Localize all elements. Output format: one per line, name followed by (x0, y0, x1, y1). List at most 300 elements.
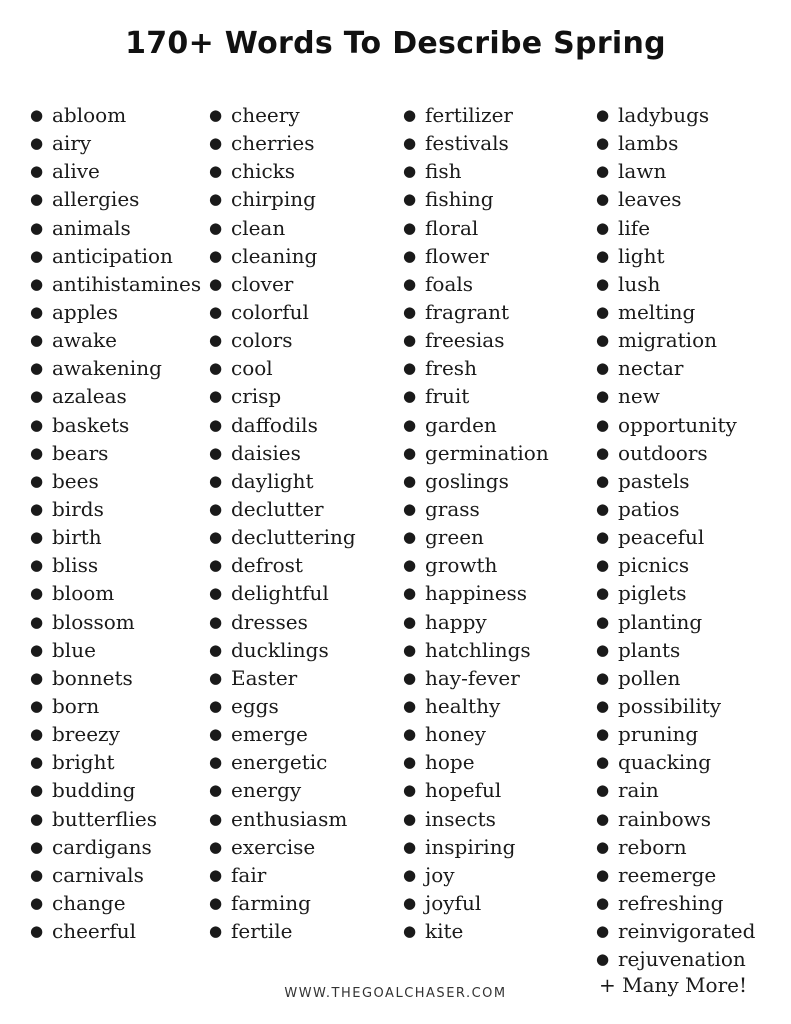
word-item (596, 439, 755, 467)
word-item (209, 889, 356, 917)
word-text: abloom (52, 103, 127, 127)
word-text: cool (231, 356, 273, 381)
word-text: quacking (618, 750, 712, 775)
word-text: fragrant (425, 299, 510, 324)
word-text: bliss (52, 553, 99, 578)
word-text: baskets (52, 412, 130, 437)
word-text: hay-fever (425, 665, 520, 690)
bullet-icon: ● (596, 668, 610, 687)
word-text: life (618, 215, 651, 240)
bullet-icon: ● (30, 443, 44, 462)
word-text: plants (618, 637, 681, 662)
bullet-icon: ● (30, 218, 44, 237)
word-text: azaleas (52, 384, 127, 409)
word-text: hopeful (425, 778, 502, 803)
bullet-icon: ● (596, 809, 610, 828)
word-text: opportunity (618, 412, 737, 437)
bullet-icon: ● (403, 668, 417, 687)
word-text: cleaning (231, 243, 318, 268)
word-text: enthusiasm (231, 806, 348, 831)
word-item (403, 748, 549, 776)
word-text: nectar (618, 356, 684, 381)
bullet-icon: ● (596, 950, 610, 969)
bullet-icon: ● (403, 640, 417, 659)
word-text: chirping (231, 187, 316, 212)
word-text: awake (52, 328, 117, 353)
word-item (596, 185, 755, 213)
word-text: ladybugs (618, 103, 710, 127)
word-text: antihistamines (52, 271, 202, 296)
word-item (30, 214, 201, 242)
word-text: healthy (425, 693, 501, 718)
word-text: declutter (231, 496, 324, 521)
word-text: budding (52, 778, 136, 803)
bullet-icon: ● (30, 668, 44, 687)
bullet-icon: ● (596, 753, 610, 772)
word-item (30, 467, 201, 495)
word-text: bonnets (52, 665, 133, 690)
word-text: germination (425, 440, 549, 465)
word-text: butterflies (52, 806, 157, 831)
word-item (596, 861, 755, 889)
word-text: alive (52, 159, 100, 184)
word-text: exercise (231, 834, 316, 859)
bullet-icon: ● (30, 865, 44, 884)
word-item (403, 664, 549, 692)
bullet-icon: ● (30, 640, 44, 659)
word-item (403, 439, 549, 467)
word-text: joyful (425, 890, 482, 915)
bullet-icon: ● (209, 499, 223, 518)
word-item (209, 664, 356, 692)
word-text: hatchlings (425, 637, 531, 662)
word-item (30, 326, 201, 354)
bullet-icon: ● (596, 612, 610, 631)
word-item (209, 439, 356, 467)
bullet-icon: ● (596, 162, 610, 181)
word-item (596, 326, 755, 354)
word-text: decluttering (231, 525, 356, 550)
word-text: fair (231, 862, 267, 887)
word-item (403, 495, 549, 523)
word-item (209, 523, 356, 551)
word-item (403, 157, 549, 185)
word-item (403, 298, 549, 326)
word-item (30, 608, 201, 636)
word-item (209, 861, 356, 889)
word-text: freesias (425, 328, 505, 353)
word-item (30, 720, 201, 748)
word-text: peaceful (618, 525, 705, 550)
bullet-icon: ● (30, 162, 44, 181)
word-text: outdoors (618, 440, 708, 465)
word-text: cheery (231, 103, 300, 127)
word-item (403, 608, 549, 636)
word-text: reemerge (618, 862, 717, 887)
word-item (403, 382, 549, 410)
word-text: crisp (231, 384, 282, 409)
word-text: leaves (618, 187, 682, 212)
word-item (403, 129, 549, 157)
word-item (30, 748, 201, 776)
word-item (30, 382, 201, 410)
word-item (209, 467, 356, 495)
word-item (596, 833, 755, 861)
bullet-icon: ● (30, 331, 44, 350)
word-item (30, 579, 201, 607)
word-item (403, 833, 549, 861)
bullet-icon: ● (596, 865, 610, 884)
word-item (30, 495, 201, 523)
word-item (403, 411, 549, 439)
word-item (403, 326, 549, 354)
word-text: allergies (52, 187, 140, 212)
word-item (209, 608, 356, 636)
bullet-icon: ● (209, 584, 223, 603)
bullet-icon: ● (596, 106, 610, 124)
word-text: melting (618, 299, 696, 324)
word-column-1 (30, 101, 201, 945)
word-text: rejuvenation (618, 947, 746, 972)
word-text: migration (618, 328, 718, 353)
word-text: light (618, 243, 665, 268)
word-item (30, 129, 201, 157)
word-item (30, 411, 201, 439)
word-item (596, 608, 755, 636)
bullet-icon: ● (30, 359, 44, 378)
word-item (596, 917, 755, 945)
word-text: picnics (618, 553, 690, 578)
word-item (403, 579, 549, 607)
word-item (596, 889, 755, 917)
word-text: pastels (618, 468, 690, 493)
bullet-icon: ● (30, 584, 44, 603)
bullet-icon: ● (403, 190, 417, 209)
word-item (209, 720, 356, 748)
word-text: bees (52, 468, 99, 493)
bullet-icon: ● (596, 556, 610, 575)
bullet-icon: ● (30, 753, 44, 772)
word-item (209, 805, 356, 833)
word-text: cardigans (52, 834, 152, 859)
word-text: lambs (618, 131, 679, 156)
many-more-note: + Many More! (599, 973, 748, 997)
bullet-icon: ● (403, 922, 417, 941)
word-item (209, 551, 356, 579)
word-text: flower (425, 243, 489, 268)
bullet-icon: ● (30, 499, 44, 518)
word-item (596, 523, 755, 551)
word-text: defrost (231, 553, 303, 578)
word-text: awakening (52, 356, 162, 381)
bullet-icon: ● (596, 922, 610, 941)
bullet-icon: ● (209, 134, 223, 153)
word-text: rain (618, 778, 659, 803)
word-text: fertile (231, 919, 293, 944)
word-item (596, 270, 755, 298)
page-title: 170+ Words To Describe Spring (125, 26, 666, 61)
word-item (209, 242, 356, 270)
word-text: insects (425, 806, 496, 831)
bullet-icon: ● (403, 781, 417, 800)
word-text: blue (52, 637, 96, 662)
word-item (30, 101, 201, 129)
word-item (403, 242, 549, 270)
bullet-icon: ● (209, 837, 223, 856)
word-item (596, 101, 755, 129)
bullet-icon: ● (403, 331, 417, 350)
word-text: colors (231, 328, 293, 353)
word-item (596, 354, 755, 382)
word-item (209, 833, 356, 861)
website-footer: WWW.THEGOALCHASER.COM (284, 986, 507, 1001)
bullet-icon: ● (30, 922, 44, 941)
word-text: cheerful (52, 919, 136, 944)
word-item (30, 664, 201, 692)
bullet-icon: ● (209, 781, 223, 800)
word-item (596, 157, 755, 185)
word-text: apples (52, 299, 119, 324)
bullet-icon: ● (209, 809, 223, 828)
word-text: fertilizer (425, 103, 513, 127)
word-text: energy (231, 778, 302, 803)
word-item (596, 720, 755, 748)
bullet-icon: ● (30, 106, 44, 124)
bullet-icon: ● (30, 471, 44, 490)
word-item (30, 185, 201, 213)
word-item (209, 354, 356, 382)
bullet-icon: ● (596, 725, 610, 744)
word-item (209, 101, 356, 129)
bullet-icon: ● (403, 696, 417, 715)
bullet-icon: ● (596, 190, 610, 209)
bullet-icon: ● (30, 556, 44, 575)
word-column-3 (403, 101, 549, 945)
word-text: fruit (425, 384, 470, 409)
bullet-icon: ● (209, 162, 223, 181)
bullet-icon: ● (30, 893, 44, 912)
bullet-icon: ● (209, 612, 223, 631)
bullet-icon: ● (209, 106, 223, 124)
word-item (596, 776, 755, 804)
word-item (30, 861, 201, 889)
bullet-icon: ● (596, 837, 610, 856)
word-item (30, 889, 201, 917)
bullet-icon: ● (596, 218, 610, 237)
bullet-icon: ● (403, 246, 417, 265)
word-item (30, 242, 201, 270)
word-item (403, 692, 549, 720)
bullet-icon: ● (403, 106, 417, 124)
bullet-icon: ● (403, 556, 417, 575)
word-column-2 (209, 101, 356, 945)
bullet-icon: ● (30, 725, 44, 744)
word-item (209, 214, 356, 242)
word-text: floral (425, 215, 479, 240)
word-item (403, 889, 549, 917)
word-text: bright (52, 750, 115, 775)
bullet-icon: ● (30, 302, 44, 321)
bullet-icon: ● (209, 922, 223, 941)
word-text: grass (425, 496, 480, 521)
bullet-icon: ● (596, 528, 610, 547)
bullet-icon: ● (596, 471, 610, 490)
word-item (209, 270, 356, 298)
word-text: inspiring (425, 834, 516, 859)
bullet-icon: ● (209, 865, 223, 884)
word-text: cherries (231, 131, 315, 156)
bullet-icon: ● (596, 893, 610, 912)
bullet-icon: ● (596, 134, 610, 153)
word-item (403, 214, 549, 242)
bullet-icon: ● (596, 246, 610, 265)
bullet-icon: ● (30, 246, 44, 265)
word-item (209, 776, 356, 804)
word-text: daisies (231, 440, 301, 465)
bullet-icon: ● (209, 246, 223, 265)
word-text: anticipation (52, 243, 173, 268)
word-text: emerge (231, 722, 308, 747)
word-text: happy (425, 609, 487, 634)
bullet-icon: ● (596, 302, 610, 321)
word-text: farming (231, 890, 311, 915)
word-text: new (618, 384, 660, 409)
word-text: change (52, 890, 126, 915)
word-item (30, 636, 201, 664)
bullet-icon: ● (30, 415, 44, 434)
word-text: reinvigorated (618, 919, 756, 944)
bullet-icon: ● (403, 218, 417, 237)
word-item (209, 495, 356, 523)
word-text: breezy (52, 722, 120, 747)
bullet-icon: ● (403, 809, 417, 828)
bullet-icon: ● (403, 499, 417, 518)
word-item (403, 467, 549, 495)
bullet-icon: ● (403, 443, 417, 462)
bullet-icon: ● (209, 387, 223, 406)
word-item (209, 917, 356, 945)
word-text: bears (52, 440, 109, 465)
word-item (596, 579, 755, 607)
bullet-icon: ● (30, 696, 44, 715)
word-text: foals (425, 271, 474, 296)
word-item (403, 185, 549, 213)
bullet-icon: ● (209, 443, 223, 462)
bullet-icon: ● (209, 528, 223, 547)
bullet-icon: ● (209, 415, 223, 434)
bullet-icon: ● (209, 640, 223, 659)
bullet-icon: ● (209, 274, 223, 293)
bullet-icon: ● (30, 528, 44, 547)
word-item (30, 917, 201, 945)
word-item (596, 636, 755, 664)
bullet-icon: ● (403, 415, 417, 434)
word-item (596, 214, 755, 242)
bullet-icon: ● (209, 556, 223, 575)
bullet-icon: ● (209, 696, 223, 715)
word-text: dresses (231, 609, 308, 634)
word-text: airy (52, 131, 92, 156)
word-item (403, 861, 549, 889)
bullet-icon: ● (596, 781, 610, 800)
word-text: delightful (231, 581, 329, 606)
word-item (403, 523, 549, 551)
bullet-icon: ● (596, 387, 610, 406)
bullet-icon: ● (209, 359, 223, 378)
word-item (30, 439, 201, 467)
bullet-icon: ● (403, 865, 417, 884)
word-item (30, 805, 201, 833)
word-text: bloom (52, 581, 115, 606)
bullet-icon: ● (209, 331, 223, 350)
word-item (596, 805, 755, 833)
bullet-icon: ● (209, 218, 223, 237)
word-text: energetic (231, 750, 328, 775)
bullet-icon: ● (403, 837, 417, 856)
word-item (403, 720, 549, 748)
word-text: honey (425, 722, 486, 747)
word-item (596, 551, 755, 579)
word-item (209, 382, 356, 410)
bullet-icon: ● (403, 753, 417, 772)
word-item (403, 776, 549, 804)
bullet-icon: ● (403, 162, 417, 181)
word-item (403, 101, 549, 129)
word-text: animals (52, 215, 131, 240)
word-item (403, 354, 549, 382)
bullet-icon: ● (209, 668, 223, 687)
word-item (596, 692, 755, 720)
word-item (30, 551, 201, 579)
word-item (596, 945, 755, 973)
bullet-icon: ● (30, 134, 44, 153)
word-item (596, 664, 755, 692)
word-text: goslings (425, 468, 509, 493)
word-text: fresh (425, 356, 477, 381)
bullet-icon: ● (403, 584, 417, 603)
bullet-icon: ● (403, 471, 417, 490)
bullet-icon: ● (403, 528, 417, 547)
word-text: lush (618, 271, 661, 296)
bullet-icon: ● (209, 302, 223, 321)
bullet-icon: ● (596, 443, 610, 462)
word-text: green (425, 525, 484, 550)
word-item (403, 551, 549, 579)
word-item (209, 636, 356, 664)
word-item (403, 805, 549, 833)
word-item (209, 326, 356, 354)
bullet-icon: ● (30, 612, 44, 631)
bullet-icon: ● (596, 359, 610, 378)
word-text: refreshing (618, 890, 724, 915)
bullet-icon: ● (403, 612, 417, 631)
bullet-icon: ● (209, 190, 223, 209)
word-text: daffodils (231, 412, 318, 437)
word-item (30, 354, 201, 382)
word-text: fish (425, 159, 462, 184)
word-item (209, 411, 356, 439)
word-text: born (52, 693, 100, 718)
word-item (596, 298, 755, 326)
word-item (596, 467, 755, 495)
bullet-icon: ● (596, 499, 610, 518)
word-text: reborn (618, 834, 687, 859)
bullet-icon: ● (403, 893, 417, 912)
word-text: clean (231, 215, 286, 240)
bullet-icon: ● (30, 809, 44, 828)
word-text: birth (52, 525, 102, 550)
bullet-icon: ● (596, 415, 610, 434)
